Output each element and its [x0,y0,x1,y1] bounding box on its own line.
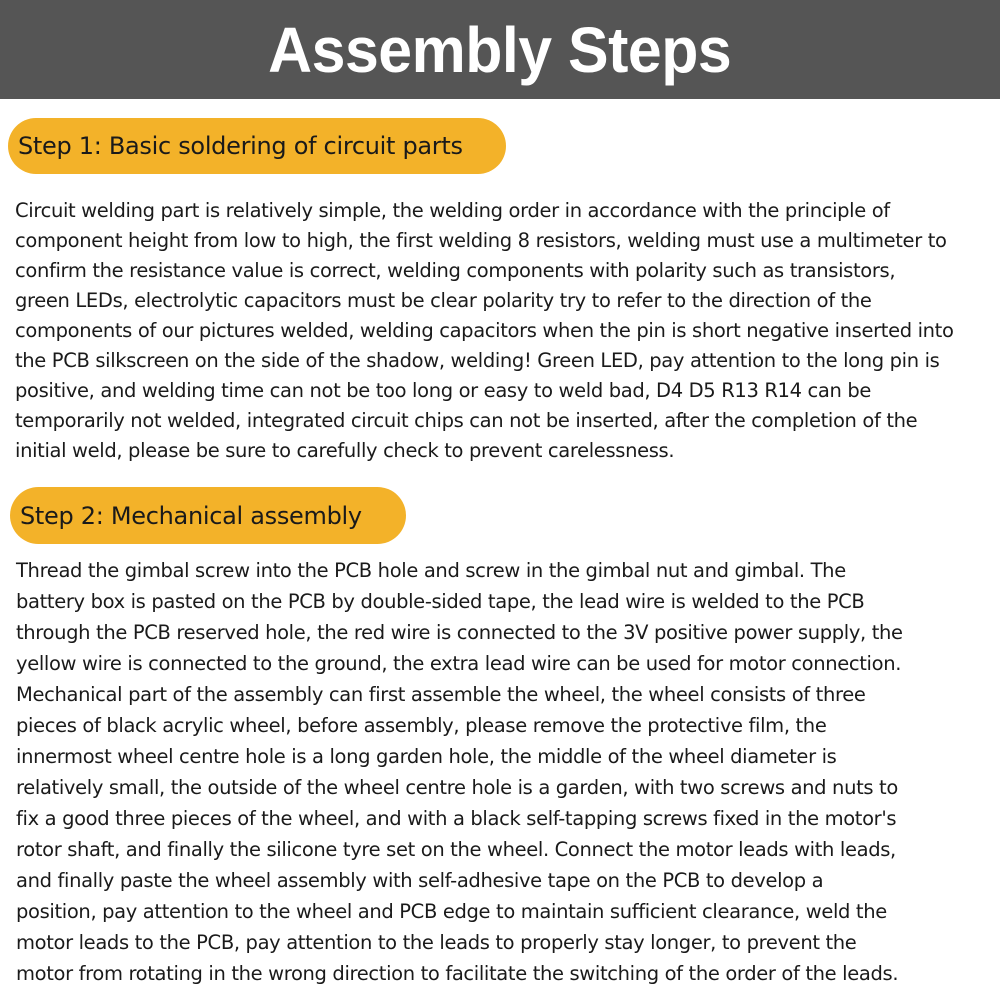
text-line: temporarily not welded, integrated circuit chips can not be inserted, after the completion of the [15,409,918,432]
text-line: battery box is pasted on the PCB by double-sided tape, the lead wire is welded to the PCB [16,590,865,613]
text-line: motor from rotating in the wrong direction to facilitate the switching of the order of the leads. [16,962,899,985]
text-line: pieces of black acrylic wheel, before assembly, please remove the protective film, the [16,714,827,737]
text-line: innermost wheel centre hole is a long garden hole, the middle of the wheel diameter is [16,745,837,768]
text-line: positive, and welding time can not be too long or easy to weld bad, D4 D5 R13 R14 can be [15,379,872,402]
page-header [0,0,1000,99]
text-line: green LEDs, electrolytic capacitors must be clear polarity try to refer to the direction of the [15,289,872,312]
text-line: and finally paste the wheel assembly with self-adhesive tape on the PCB to develop a [16,869,824,892]
text-line: component height from low to high, the first welding 8 resistors, welding must use a multimeter to [15,229,947,252]
text-line: motor leads to the PCB, pay attention to the leads to properly stay longer, to prevent the [16,931,857,954]
text-line: Mechanical part of the assembly can first assemble the wheel, the wheel consists of three [16,683,866,706]
step-2-label-pill [10,487,406,544]
text-line: Circuit welding part is relatively simple, the welding order in accordance with the principle of [15,199,890,222]
text-line: position, pay attention to the wheel and PCB edge to maintain sufficient clearance, weld the [16,900,887,923]
text-line: Thread the gimbal screw into the PCB hole and screw in the gimbal nut and gimbal. The [16,559,846,582]
step-1-label: Step 1: Basic soldering of circuit parts [18,132,463,160]
step-1-description [15,196,954,466]
text-line: yellow wire is connected to the ground, the extra lead wire can be used for motor connection. [16,652,902,675]
text-line: components of our pictures welded, welding capacitors when the pin is short negative inserted into [15,319,954,342]
text-line: confirm the resistance value is correct, welding components with polarity such as transistors, [15,259,896,282]
text-line: through the PCB reserved hole, the red wire is connected to the 3V positive power supply, the [16,621,903,644]
text-line: fix a good three pieces of the wheel, and with a black self-tapping screws fixed in the motor's [16,807,897,830]
text-line: the PCB silkscreen on the side of the shadow, welding! Green LED, pay attention to the long pin is [15,349,940,372]
page-title: Assembly Steps [268,13,732,86]
step-2-label: Step 2: Mechanical assembly [20,501,362,530]
text-line: rotor shaft, and finally the silicone tyre set on the wheel. Connect the motor leads with leads, [16,838,896,861]
step-1-label-pill [8,118,506,174]
text-line: relatively small, the outside of the wheel centre hole is a garden, with two screws and nuts to [16,776,898,799]
step-2-description [16,555,903,989]
text-line: initial weld, please be sure to carefully check to prevent carelessness. [15,439,675,462]
